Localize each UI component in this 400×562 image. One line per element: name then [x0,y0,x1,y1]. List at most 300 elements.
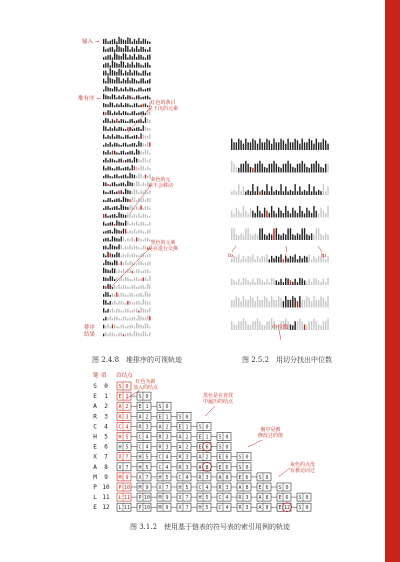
heapsort-bar [107,184,108,186]
heapsort-bar [118,327,119,329]
partition-bar [259,161,260,173]
heapsort-bar [134,89,135,91]
heapsort-bar [107,198,108,202]
heapsort-bar [149,88,150,92]
heapsort-bar [138,127,139,131]
heapsort-bar [149,72,150,75]
partition-bar [323,298,324,308]
partition-bar [327,256,328,263]
list-node-key: X [118,454,122,461]
heapsort-bar [118,208,119,210]
list-node-value: 4 [125,424,129,431]
heapsort-bar [143,263,144,265]
heapsort-bar [118,212,119,217]
heapsort-bar [127,247,128,250]
heapsort-bar [114,120,115,123]
partition-bar [259,139,260,150]
heapsort-bar [110,121,111,123]
heapsort-bar [123,269,124,274]
heapsort-bar [110,167,111,171]
partition-bar [313,164,314,173]
heapsort-bar [143,246,144,250]
partition-bar [290,300,291,308]
label-result-line2: 结果 [84,332,96,338]
partition-bar [327,296,328,307]
partition-bar [273,300,274,308]
heapsort-bar [112,262,113,265]
heapsort-bar [149,120,150,123]
heapsort-bar [147,334,148,336]
heapsort-bar [121,245,122,249]
trace-key: A [93,403,97,411]
list-node-key: S [158,404,162,411]
heapsort-bar [114,39,115,44]
list-node-value: 0 [225,434,229,441]
heapsort-bar [143,176,144,178]
heapsort-bar [147,136,148,139]
list-node-key: E [178,424,182,431]
heapsort-bar [123,324,124,328]
partition-bar [259,321,260,330]
list-node-key: M [158,505,162,512]
header-first-node: 首结点 [116,373,133,379]
partition-bar [313,144,314,150]
heapsort-bar [123,254,124,258]
heapsort-bar [127,277,128,281]
heapsort-bar [121,127,122,131]
heapsort-bar [110,276,111,281]
partition-bar [299,234,300,240]
partition-bar [318,213,319,217]
partition-bar [313,234,314,240]
heapsort-bar [145,81,146,84]
heapsort-bar [132,136,133,139]
heapsort-bar [145,255,146,257]
partition-bar [269,282,270,285]
list-node-key: C [218,495,222,502]
heapsort-bar [121,204,122,209]
heapsort-bar [134,79,135,84]
heapsort-bar [136,57,137,60]
heapsort-bar [138,333,139,336]
heapsort-bar [110,332,111,336]
heapsort-bar [136,127,137,130]
heapsort-bar [127,89,128,91]
heapsort-bar [121,214,122,218]
list-node-value: 0 [185,414,189,421]
heapsort-bar [103,71,104,76]
heapsort-bar [138,207,139,210]
heapsort-bar [103,246,104,249]
heapsort-bar [147,119,148,123]
heapsort-bar [110,184,111,186]
partition-bar [309,279,310,285]
heapsort-bar [134,214,135,218]
heapsort-bar [132,271,133,273]
partition-bar [266,298,267,308]
heapsort-bar [107,166,108,170]
partition-bar [273,228,274,240]
partition-bar [311,282,312,285]
heapsort-bar [145,175,146,179]
heapsort-bar [138,137,139,139]
list-node-key: C [198,485,202,491]
partition-bar [273,279,274,285]
heapsort-bar [114,175,115,179]
heapsort-bar [127,263,128,265]
heapsort-bar [147,283,148,288]
annotation-unvisited-line2: 有被访问过 [290,468,316,474]
heapsort-bar [127,121,128,123]
partition-bar [287,211,288,218]
heapsort-bar [105,71,106,76]
heapsort-bar [132,334,133,336]
trace-value: 3 [104,413,108,421]
heapsort-bar [112,94,113,99]
heapsort-bar [132,78,133,83]
heapsort-bar [140,165,141,170]
partition-bar [309,235,310,240]
partition-bar [247,190,248,195]
partition-bar [292,234,293,240]
heapsort-bar [149,79,150,84]
heapsort-bar [127,221,128,225]
heapsort-bar [125,40,126,44]
heapsort-bar [123,151,124,155]
heapsort-bar [134,175,135,178]
list-node-value: 2 [145,414,149,421]
heapsort-bar [127,199,128,202]
heapsort-bar [121,113,122,115]
heapsort-bar [105,300,106,304]
partition-bar [306,296,307,307]
heapsort-bar [129,239,130,242]
heapsort-bar [103,78,104,83]
heapsort-bar [103,120,104,123]
list-node-key: C [158,454,162,461]
partition-bar [320,282,321,285]
partition-bar [285,206,286,218]
heapsort-bar [116,161,117,163]
heapsort-bar [134,111,135,115]
heapsort-bar [103,112,104,115]
heapsort-bar [127,232,128,234]
heapsort-bar [123,53,124,60]
partition-bar [252,139,253,150]
heapsort-bar [123,182,124,186]
heapsort-bar [140,239,141,241]
heapsort-bar [129,191,130,194]
heapsort-bar [132,262,133,266]
list-node-key: A [158,424,162,431]
partition-bar [325,301,326,307]
partition-bar [255,301,256,307]
partition-bar [245,139,246,150]
heapsort-bar [138,256,139,258]
heapsort-bar [134,277,135,281]
heapsort-bar [114,111,115,115]
heapsort-bar [125,334,126,337]
heapsort-bar [125,135,126,139]
heapsort-bar [138,150,139,154]
heapsort-bar [136,149,137,154]
heapsort-bar [127,37,128,44]
heapsort-bar [140,160,141,163]
heapsort-bar [116,317,117,321]
partition-bar [297,140,298,150]
heapsort-bar [149,230,150,234]
heapsort-bar [105,152,106,155]
partition-bar [266,279,267,285]
heapsort-bar [118,78,119,84]
heapsort-bar [114,151,115,155]
heapsort-bar [105,63,106,68]
partition-bar [285,278,286,285]
list-node-value: 10 [143,495,151,502]
heapsort-bar [123,119,124,123]
list-node-key: C [118,424,122,431]
heapsort-bar [112,277,113,281]
heapsort-bar [121,255,122,257]
heapsort-bar [140,47,141,52]
partition-bar [247,213,248,217]
partition-bar [327,278,328,285]
heapsort-bar [149,261,150,265]
heapsort-bar [125,285,126,289]
heapsort-bar [145,144,146,147]
heapsort-bar [145,332,146,336]
heapsort-bar [107,150,108,155]
trace-value: 2 [104,403,108,411]
heapsort-bar [136,135,137,139]
heapsort-bar [129,105,130,107]
partition-bar [269,191,270,195]
heapsort-bar [105,168,106,170]
heapsort-bar [105,214,106,218]
list-node-key: C [178,474,182,481]
partition-bar [285,144,286,150]
heapsort-bar [118,135,119,139]
heapsort-bar [129,96,130,100]
heapsort-bar [129,224,130,226]
list-node-key: E [278,495,282,502]
heapsort-bar [138,238,139,242]
list-node-value: 6 [245,474,249,481]
partition-bar [259,228,260,240]
heapsort-bar [107,230,108,233]
partition-bar [252,254,253,262]
heapsort-bar [110,158,111,162]
heapsort-bar [112,318,113,320]
partition-bar [306,325,307,330]
heapsort-bar [147,198,148,202]
heapsort-bar [103,325,104,329]
heapsort-bar [121,236,122,241]
list-node-value: 4 [225,495,229,502]
heapsort-bar [123,160,124,162]
partition-bar [262,142,263,150]
heapsort-bar [107,129,108,131]
heapsort-bar [103,57,104,60]
partition-bar [280,139,281,150]
heapsort-bar [114,86,115,91]
caption-2-4-8: 图 2.4.8 堆排序的可视轨迹 [92,356,183,364]
partition-bar [325,233,326,240]
heapsort-bar [143,331,144,336]
heapsort-bar [132,216,133,218]
partition-bar [240,301,241,307]
label-result [84,325,95,339]
heapsort-bar [134,245,135,249]
list-node-value: 2 [125,404,129,411]
heapsort-bar [138,182,139,186]
partition-bar [311,213,312,218]
partition-bar [236,208,237,218]
partition-bar [299,296,300,307]
heapsort-bar [134,121,135,123]
heapsort-bar [116,206,117,210]
partition-bar [280,279,281,285]
heapsort-bar [136,181,137,186]
partition-bar [266,321,267,330]
partition-bar [302,191,303,195]
heapsort-bar [123,302,124,304]
partition-bar [236,142,237,150]
list-node-value: 3 [245,505,249,512]
list-node-key: E [218,464,222,471]
partition-bar [247,280,248,285]
partition-bar [233,164,234,173]
heapsort-bar [149,47,150,52]
heapsort-bar [114,160,115,162]
heapsort-bar [143,295,144,297]
list-node-value: 6 [205,444,209,451]
heapsort-bar [147,224,148,226]
heapsort-bar [132,279,133,281]
partition-bar [292,167,293,173]
heapsort-bar [112,268,113,273]
partition-bar [259,300,260,308]
heapsort-bar [147,216,148,218]
heapsort-bar [143,65,144,67]
heapsort-bar [123,73,124,75]
heapsort-bar [134,198,135,202]
heapsort-bar [147,262,148,265]
heapsort-bar [149,276,150,281]
trace-key: R [93,413,97,421]
partition-bar [247,256,248,263]
heapsort-bar [145,245,146,249]
heapsort-bar [114,62,115,68]
heapsort-bar [107,248,108,250]
caption-2-5-2: 图 2.5.2 用切分找出中位数 [242,356,333,364]
heapsort-bar [105,286,106,289]
partition-bar [290,142,291,150]
heapsort-bar [145,318,146,321]
list-node-key: E [258,485,262,491]
list-node-value: 4 [145,444,149,451]
heapsort-bar [118,184,119,187]
trace-key: A [93,463,97,471]
heapsort-bar [125,160,126,163]
list-node-value: 4 [205,485,209,491]
partition-bar [316,279,317,285]
heapsort-bar [147,230,148,234]
leader-line [279,330,281,340]
heapsort-bar [134,302,135,305]
heapsort-bar [103,90,104,92]
heapsort-bar [118,333,119,337]
trace-value: 1 [104,393,108,401]
heapsort-bar [105,260,106,265]
heapsort-bar [147,80,148,83]
trace-key: L [93,494,97,502]
partition-bar [250,142,251,150]
heapsort-bar [132,105,133,107]
heapsort-bar [147,150,148,154]
partition-bar [278,167,279,173]
heapsort-bar [134,65,135,68]
heapsort-bar [112,151,113,155]
heapsort-bar [118,239,119,242]
heapsort-bar [118,111,119,116]
partition-bar [292,142,293,150]
partition-bar [257,164,258,173]
heapsort-bar [103,126,104,131]
list-node-key: R [118,414,122,421]
heapsort-bar [123,48,124,52]
partition-bar [292,208,293,218]
heapsort-bar [116,152,117,154]
partition-bar [259,211,260,218]
heapsort-bar [138,324,139,328]
heapsort-bar [110,152,111,154]
list-node-key: S [238,454,242,461]
trace-key: C [93,423,97,431]
list-node-key: R [238,505,242,512]
partition-bar [294,279,295,285]
heapsort-bar [125,175,126,179]
heapsort-bar [121,61,122,68]
partition-bar [278,282,279,285]
heapsort-bar [149,168,150,171]
heapsort-bar [118,153,119,155]
heapsort-bar [132,317,133,320]
heapsort-bar [134,157,135,162]
heapsort-bar [140,41,141,44]
heapsort-bar [114,316,115,320]
heapsort-bar [116,192,117,195]
partition-bar [290,228,291,240]
heapsort-bar [132,197,133,202]
heapsort-bar [136,319,137,321]
heapsort-bar [114,214,115,218]
partition-bar [236,282,237,285]
annotation-new-node-line2: 加入的结点 [133,385,159,391]
list-node-value: 3 [245,495,249,502]
heapsort-bar [103,232,104,234]
heapsort-bar [138,141,139,146]
heapsort-bar [110,68,111,75]
heapsort-bar [112,222,113,226]
partition-bar [240,164,241,173]
heapsort-bar [112,47,113,52]
trace-value: 7 [104,453,108,461]
heapsort-bar [129,199,130,202]
partition-bar [280,168,281,173]
list-node-key: R [238,495,242,502]
heapsort-bar [107,119,108,123]
